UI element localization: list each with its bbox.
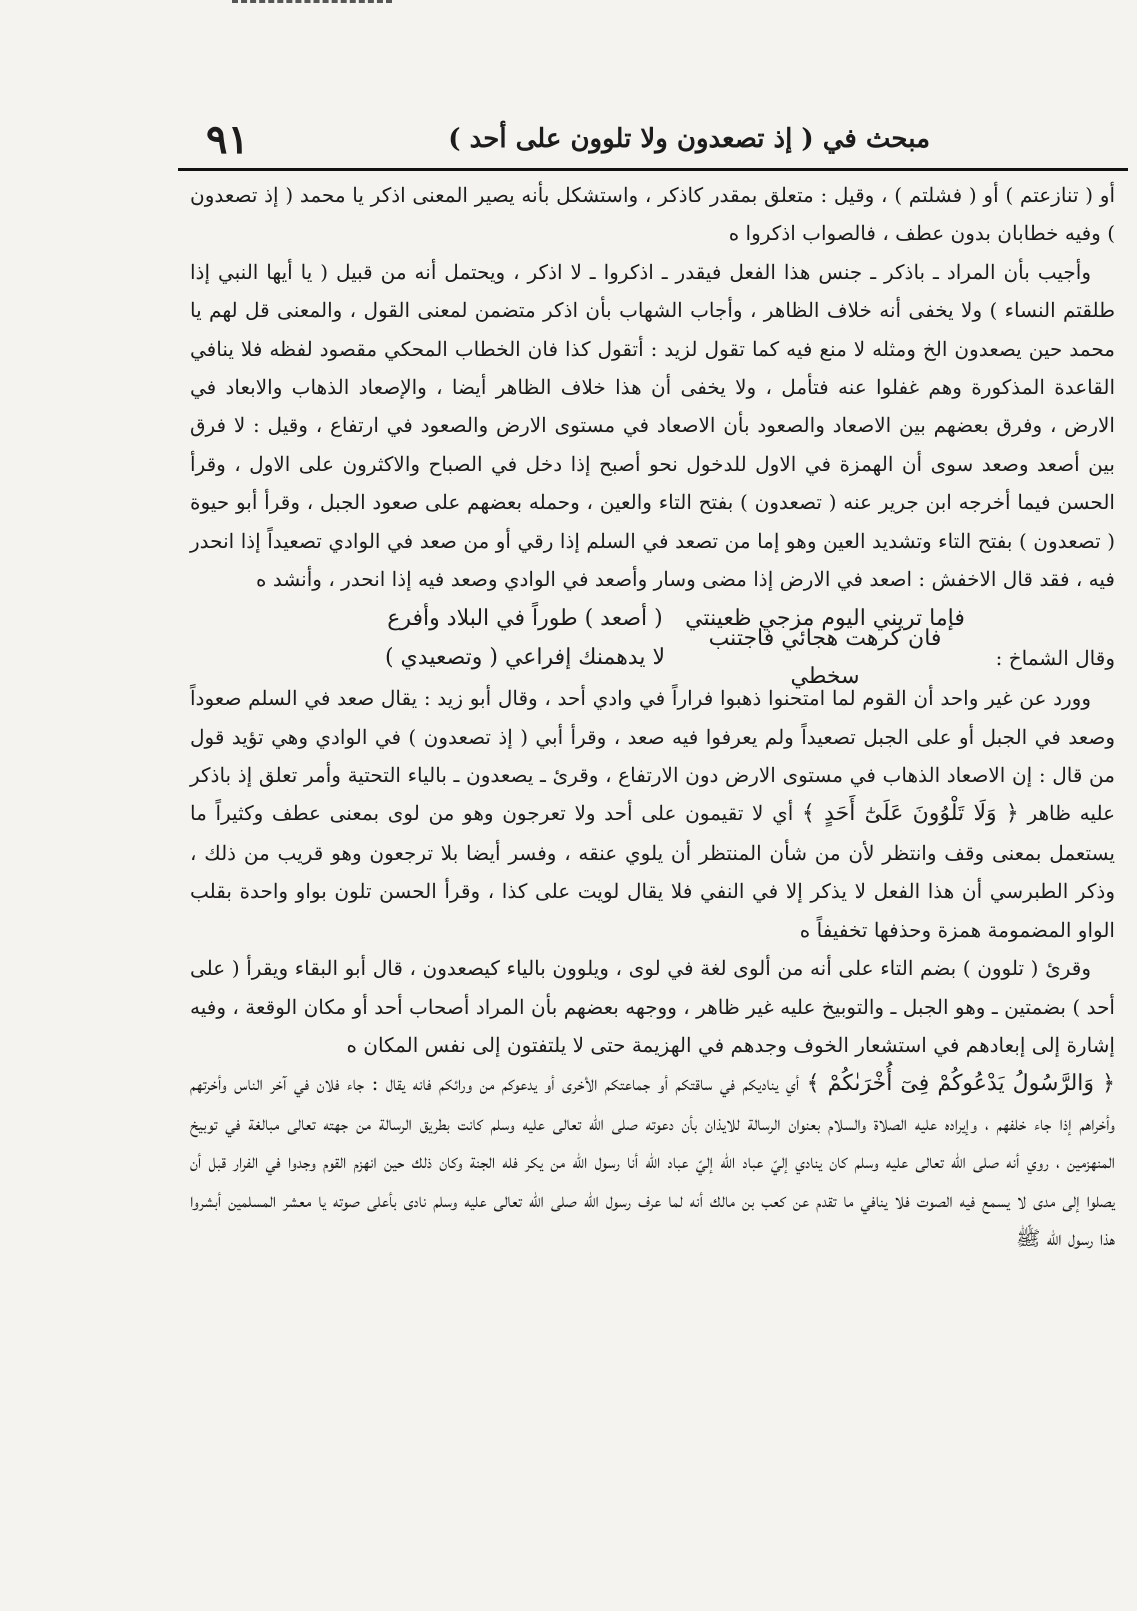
verse-first-hemistich: فإما تريني اليوم مزجي ظعينتي [685, 606, 965, 632]
paragraph-3-text: وورد عن غير واحد أن القوم لما امتحنوا ذهبوا فراراً في وادي أحد ، وقال أبو زيد : يقال صعد في السلم صعوداً وصعد في الجبل أو على الجبل تصعيداً ولم يعرفوا فيه صعد ، وقرأ أبي ( إذ تصعدون ) في الوادي وهي تؤيد قول من قال : إن الاصعاد الذهاب في مستوى الارض دون الارتفاع ، وقرئ ـ يصعدون ـ بالياء التحتية وأمر تعلق إذ باذكر عليه ظاهر [190, 686, 1115, 826]
paragraph-3-cont: أي لا تقيمون على أحد ولا تعرجون وهو من لوى بمعنى عطف وكثيراً ما يستعمل بمعنى وقف وانتظر لأن من شأن المنتظر أن يلوي عنقه ، وفسر أيضا بلا ترجعون وهو قريب من ذلك ، وذكر الطبرسي أن هذا الفعل لا يذكر إلا في النفي فلا يقال لويت على كذا ، وقرأ الحسن تلون بواو واحدة بقلب الواو المضمومة همزة وحذفها تخفيفاً ه [190, 801, 1115, 942]
paragraph-1: أو ( تنازعتم ) أو ( فشلتم ) ، وقيل : متعلق بمقدر كاذكر ، واستشكل بأنه يصير المعنى اذكر يا محمد ( إذ تصعدون ) وفيه خطابان بدون عطف ، فالصواب اذكروا ه [190, 183, 1115, 246]
scan-edge-marks [232, 0, 392, 6]
paragraph-2: وأجيب بأن المراد ـ باذكر ـ جنس هذا الفعل فيقدر ـ اذكروا ـ لا اذكر ، ويحتمل أنه من قبيل ( يا أيها النبي إذا طلقتم النساء ) ولا يخفى أنه خلاف الظاهر ، وأجاب الشهاب بأن اذكر متضمن لمعنى القول ، والمعنى قل لهم يا محمد حين يصعدون الخ ومثله لا منع فيه كما تقول لزيد : أتقول كذا فان الخطاب المحكي مقصود لفظه فلا ينافي القاعدة المذكورة وهم غفلوا عنه فتأمل ، ولا يخفى أن هذا خلاف الظاهر أيضا ، والإصعاد الذهاب والابعاد في الارض ، وفرق بعضهم بين الاصعاد والصعود بأن الاصعاد في مستوى الارض والصعود في ارتفاع ، وقيل : لا فرق بين أصعد وصعد سوى أن الهمزة في الاول للدخول نحو أصبح إذا دخل في الصباح والاكثرون على الاول ، وقرأ الحسن فيما أخرجه ابن جرير عنه ( تصعدون ) بفتح التاء والعين ، وحمله بعضهم على صعود الجبل ، وقرأ أبو حيوة ( تصعدون ) بفتح التاء وتشديد العين وهو إما من تصعد في السلم إذا رقي أو من صعد في الوادي تصعيداً إذا انحدر فيه ، فقد قال الاخفش : اصعد في الارض إذا مضى وسار وأصعد في الوادي وصعد فيه إذا انحدر ، وأنشد ه [190, 259, 1115, 592]
verse-row [190, 600, 1115, 638]
verse-row [190, 625, 1115, 690]
page-number: ٩١ [206, 116, 249, 163]
verse-second-hemistich: لا يدهمنك إفراعي ( وتصعيدي ) [384, 644, 666, 670]
page-header [178, 118, 1137, 170]
page-body [190, 176, 1115, 1257]
poetry-block [190, 600, 1115, 690]
header-rule [178, 168, 1128, 171]
paragraph-3 [190, 679, 1115, 949]
paragraph-5-text: أي يناديكم في ساقتكم أو جماعتكم الأخرى أو يدعوكم من ورائكم فانه يقال : جاء فلان في آخر الناس وأخرتهم وأخراهم إذا جاء خلفهم ، وإيراده عليه الصلاة والسلام بعنوان الرسالة للايذان بأن دعوته صلى الله تعالى عليه وسلم كانت بطريق الرسالة من جهته تعالى مبالغة في توبيخ المنهزمين ، روي أنه صلى الله تعالى عليه وسلم كان ينادي إليّ عباد الله إليّ عباد الله أنا رسول الله من يكر فله الجنة وكان ذلك حين انهزم القوم وجدوا في الفرار قبل أن يصلوا إلى مدى لا يسمع فيه الصوت فلا ينافي ما تقدم عن كعب بن مالك أنه لما عرف رسول الله صلى الله تعالى عليه وسلم نادى بأعلى صوته يا معشر المسلمين أبشروا هذا رسول الله ﷺ [190, 1071, 1115, 1250]
running-title: مبحث في ( إذ تصعدون ولا تلوون على أحد ) [448, 124, 930, 154]
quran-quote: ﴿ وَالرَّسُولُ يَدْعُوكُمْ فِىٓ أُخْرَىٰكُمْ ﴾ [806, 1071, 1115, 1097]
paragraph-4: وقرئ ( تلوون ) بضم التاء على أنه من ألوى لغة في لوى ، ويلوون بالياء كيصعدون ، قال أبو البقاء ويقرأ ( على أحد ) بضمتين ـ وهو الجبل ـ والتوبيخ عليه غير ظاهر ، ووجهه بعضهم بأن المراد أصحاب أحد أو مكان الوقعة ، وفيه إشارة إلى إبعادهم في استشعار الخوف وجدهم في الهزيمة حتى لا يلتفتون إلى نفس المكان ه [190, 956, 1115, 1057]
verse-intro: وقال الشماخ : [995, 645, 1115, 670]
verse-first-hemistich: فان كرهت هجائي فاجتنب سخطي [708, 625, 942, 690]
quran-quote: ﴿ وَلَا تَلْوُونَ عَلَىٰٓ أَحَدٍ ﴾ [801, 801, 1019, 827]
paragraph-5 [190, 1064, 1115, 1257]
verse-second-hemistich: ( أصعد ) طوراً في البلاد وأفرع [387, 606, 663, 632]
